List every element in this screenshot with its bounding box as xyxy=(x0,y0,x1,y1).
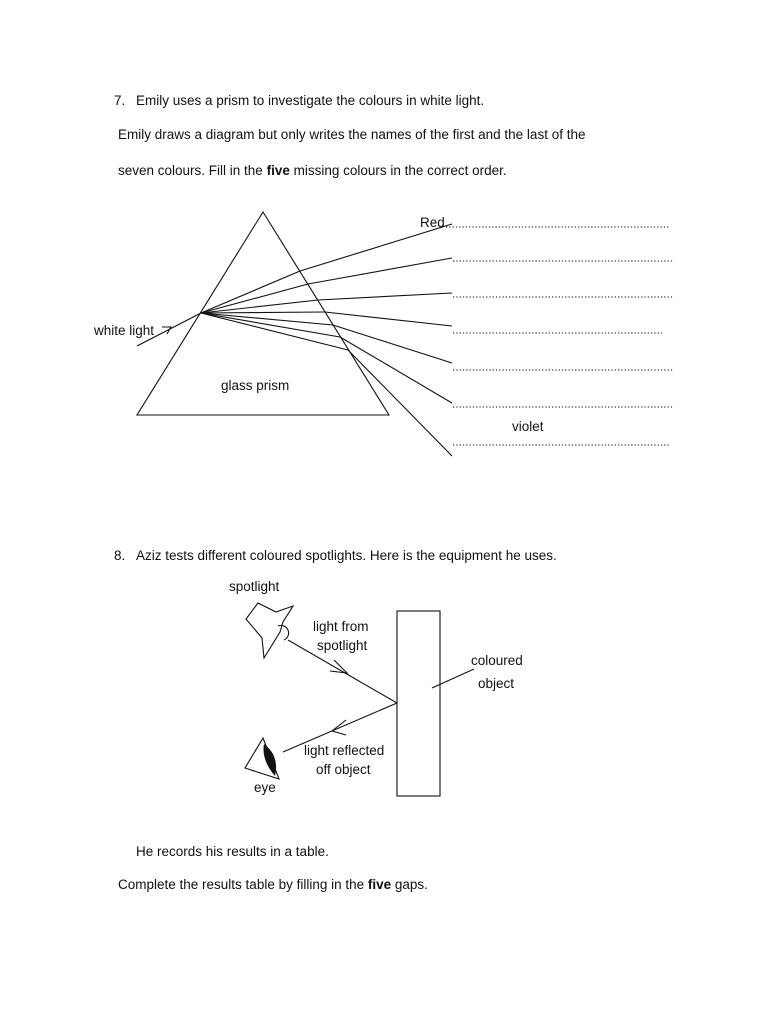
eye-pupil xyxy=(263,744,276,776)
label-red: Red xyxy=(420,215,445,230)
q8-complete-post: gaps. xyxy=(391,877,428,892)
label-light-from-2: spotlight xyxy=(317,638,368,653)
q8-intro: Aziz tests different coloured spotlights. Here is the equipment he uses. xyxy=(136,548,557,563)
q8-complete-pre: Complete the results table by filling in the xyxy=(118,877,368,892)
spotlight-icon xyxy=(246,603,293,658)
label-light-from-1: light from xyxy=(313,619,369,634)
q7-line3-post: missing colours in the correct order. xyxy=(289,163,507,178)
q7-line3-bold: five xyxy=(266,163,290,178)
label-object: object xyxy=(478,676,515,691)
coloured-object xyxy=(397,611,440,796)
coloured-object-pointer xyxy=(432,669,474,688)
label-reflected-1: light reflected xyxy=(304,743,385,758)
label-glass-prism: glass prism xyxy=(221,378,290,393)
incident-arrow-icon xyxy=(330,660,347,673)
label-violet: violet xyxy=(512,419,544,434)
q7-instruction-line-1: Emily draws a diagram but only writes the names of the first and the last of the xyxy=(118,127,586,142)
q7-number: 7. xyxy=(114,93,126,108)
label-white-light: white light xyxy=(94,323,155,338)
q8-records: He records his results in a table. xyxy=(136,844,329,859)
label-coloured: coloured xyxy=(471,653,523,668)
q7-line3-pre: seven colours. Fill in the xyxy=(118,163,267,178)
q7-intro: Emily uses a prism to investigate the colours in white light. xyxy=(136,93,485,108)
label-spotlight: spotlight xyxy=(229,579,280,594)
label-eye: eye xyxy=(254,780,276,795)
q8-complete xyxy=(118,877,428,893)
q8-complete-bold: five xyxy=(367,877,392,892)
q8-number: 8. xyxy=(114,548,126,563)
label-reflected-2: off object xyxy=(316,762,371,777)
